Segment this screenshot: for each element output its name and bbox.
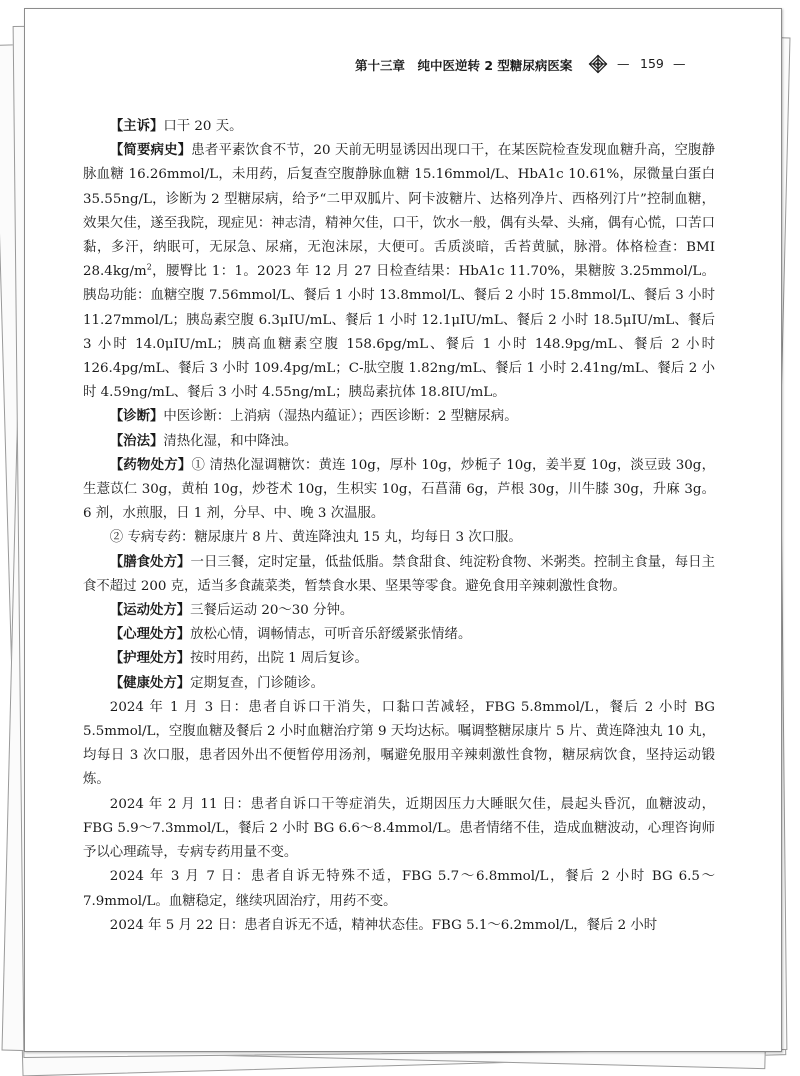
- prescription-text: ① 清热化湿调糖饮：黄连 10g，厚朴 10g，炒栀子 10g，姜半夏 10g，淡豆豉 30g，生薏苡仁 30g，黄柏 10g，炒苍术 10g，生枳实 10g，石菖蒲 6g，芦根 30g，川牛膝 30g，升麻 3g。6 剂，水煎服，日 1 剂，分早、中、晚 3 次温服。: [83, 457, 716, 522]
- followup-paragraph-3: 2024 年 3 月 7 日：患者自诉无特殊不适，FBG 5.7～6.8mmol/L，餐后 2 小时 BG 6.5～7.9mmol/L。血糖稳定，继续巩固治疗，用药不变。: [83, 869, 715, 909]
- specialty-medicine-paragraph: ② 专病专药：糖尿康片 8 片、黄连降浊丸 15 丸，均每日 3 次口服。: [109, 530, 522, 546]
- followup-paragraph-4: 2024 年 5 月 22 日：患者自诉无不适，精神状态佳。FBG 5.1～6.2mmol/L，餐后 2 小时: [109, 917, 658, 933]
- history-paragraph: [83, 139, 715, 405]
- page-body: [83, 115, 715, 938]
- diet-text: 一日三餐，定时定量，低盐低脂。禁食甜食、纯淀粉食物、米粥类。控制主食量，每日主食不超过 200 克，适当多食蔬菜类，暂禁食水果、坚果等零食。避免食用辛辣刺激性食物。: [83, 554, 715, 594]
- nursing-text: 按时用药，出院 1 周后复诊。: [190, 651, 368, 667]
- chief-complaint-paragraph: [83, 115, 715, 139]
- nursing-paragraph: [83, 647, 715, 671]
- nursing-label: 【护理处方】: [109, 651, 191, 667]
- chief-complaint-text: 口干 20 天。: [163, 119, 243, 134]
- treatment-method-text: 清热化湿，和中降浊。: [163, 433, 298, 449]
- prescription-paragraph: [83, 454, 715, 527]
- exercise-label: 【运动处方】: [109, 603, 191, 619]
- diagnosis-paragraph: [83, 405, 715, 429]
- health-paragraph: [83, 672, 715, 696]
- followup-paragraph-1: 2024 年 1 月 3 日：患者自诉口干消失，口黏口苦减轻，FBG 5.8mmol/L，餐后 2 小时 BG 5.5mmol/L，空腹血糖及餐后 2 小时血糖治疗第 9 天均达标。嘱调整糖尿康片 5 片、黄连降浊丸 10 丸，均每日 3 次口服，患者因外出不便暂停用汤剂，嘱避免服用辛辣刺激性食物，糖尿病饮食，坚持运动锻炼。: [83, 699, 715, 788]
- prescription-label: 【药物处方】: [109, 457, 192, 473]
- health-label: 【健康处方】: [109, 675, 191, 691]
- book-page: [24, 8, 782, 1052]
- psychology-text: 放松心情，调畅情志，可听音乐舒缓紧张情绪。: [190, 627, 472, 643]
- history-label: 【简要病史】: [109, 143, 192, 159]
- diet-label: 【膳食处方】: [109, 554, 191, 570]
- history-text-a: 患者平素饮食不节，20 天前无明显诱因出现口干，在某医院检查发现血糖升高，空腹静脉血糖 16.26mmol/L，未用药，后复查空腹静脉血糖 15.16mmol/L、HbA1c 10.61%，尿微量白蛋白 35.55ng/L，诊断为 2 型糖尿病，给予“二甲双胍片、阿卡波糖片、达格列净片、西格列汀片”控制血糖，效果欠佳，遂至我院，现症见：神志清，精神欠佳，口干，饮水一般，偶有头晕、头痛，偶有心慌，口苦口黏，多汗，纳眠可，无尿急、尿痛，无泡沫尿，大便可。舌质淡暗，舌苔黄腻，脉滑。体格检查：BMI 28.4kg/m: [83, 143, 716, 280]
- psychology-paragraph: [83, 623, 715, 647]
- exercise-text: 三餐后运动 20～30 分钟。: [190, 603, 354, 619]
- psychology-label: 【心理处方】: [109, 627, 191, 643]
- page-number: 159: [640, 56, 664, 71]
- chief-complaint-label: 【主诉】: [109, 119, 164, 134]
- followup-paragraph-2: 2024 年 2 月 11 日：患者自诉口干等症消失，近期因压力大睡眠欠佳，晨起头昏沉，血糖波动，FBG 5.9～7.3mmol/L，餐后 2 小时 BG 6.6～8.4mmol/L。患者情绪不佳，造成血糖波动，心理咨询师予以心理疏导，专病专药用量不变。: [83, 796, 715, 861]
- treatment-method-label: 【治法】: [109, 433, 164, 449]
- diet-paragraph: [83, 551, 715, 599]
- diagnosis-label: 【诊断】: [109, 409, 164, 425]
- header-dash-left: —: [617, 56, 630, 71]
- exercise-paragraph: [83, 599, 715, 623]
- history-text-b: ，腰臀比 1：1。2023 年 12 月 27 日检查结果：HbA1c 11.70%，果糖胺 3.25mmol/L。胰岛功能：血糖空腹 7.56mmol/L、餐后 1 小时 13.8mmol/L、餐后 2 小时 15.8mmol/L、餐后 3 小时 11.27mmol/L；胰岛素空腹 6.3μIU/mL、餐后 1 小时 12.1μIU/mL、餐后 2 小时 18.5μIU/mL、餐后 3 小时 14.0μIU/mL；胰高血糖素空腹 158.6pg/mL、餐后 1 小时 148.9pg/mL、餐后 2 小时 126.4pg/mL、餐后 3 小时 109.4pg/mL；C-肽空腹 1.82ng/mL、餐后 1 小时 2.41ng/mL、餐后 2 小时 4.59ng/mL、餐后 3 小时 4.55ng/mL；胰岛素抗体 18.8IU/mL。: [83, 264, 715, 401]
- diagnosis-text: 中医诊断：上消病（湿热内蕴证）；西医诊断：2 型糖尿病。: [163, 409, 518, 425]
- chapter-title: 第十三章 纯中医逆转 2 型糖尿病医案: [355, 58, 573, 73]
- knot-ornament-icon: [587, 53, 609, 75]
- treatment-method-paragraph: [83, 430, 715, 454]
- running-header: [355, 53, 761, 75]
- header-dash-right: —: [673, 56, 686, 71]
- bmi-unit-superscript: 2: [146, 262, 152, 272]
- health-text: 定期复查，门诊随诊。: [190, 675, 325, 691]
